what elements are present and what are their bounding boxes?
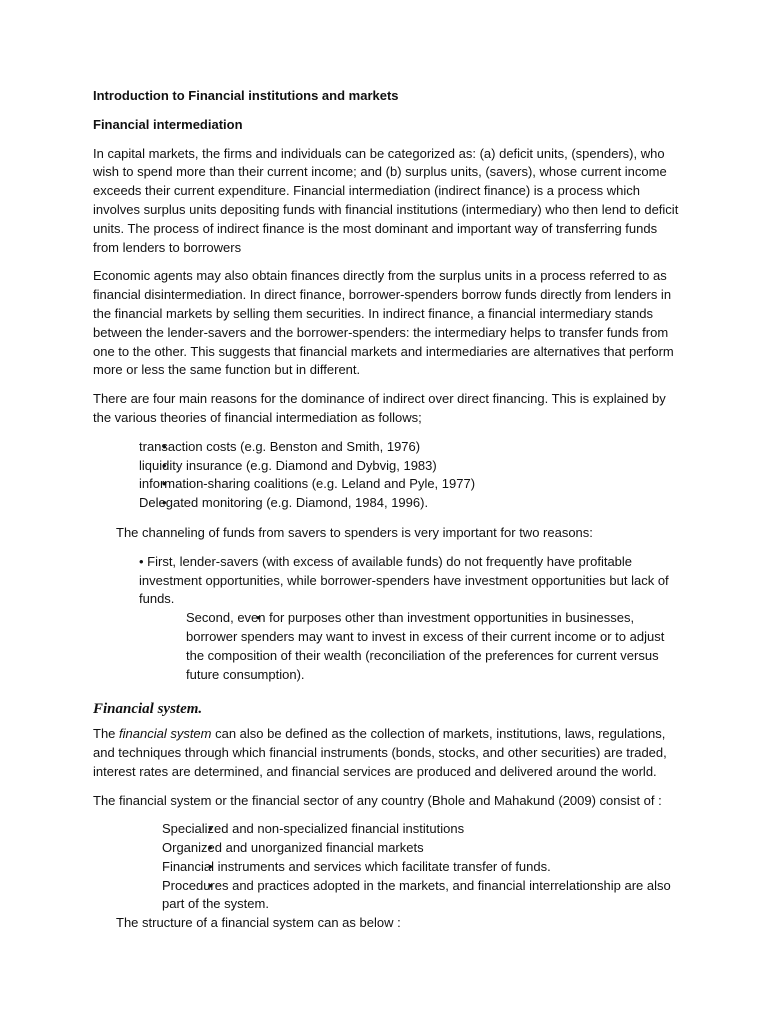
- paragraph-financial-system-definition: [93, 725, 683, 781]
- list-item: • Organized and unorganized financial markets: [162, 839, 683, 858]
- reason-first: • First, lender-savers (with excess of available funds) do not frequently have profitable investment opportunities, while borrower-spenders have investment opportunities but lack of funds.: [139, 553, 669, 607]
- section-title-intermediation: Financial intermediation: [93, 116, 243, 132]
- list-item: • Specialized and non-specialized financial institutions: [162, 820, 683, 839]
- paragraph-disintermediation: Economic agents may also obtain finances directly from the surplus units in a process referred to as financial disintermediation. In direct finance, borrower-spenders borrow funds directly from lenders in the financial markets by selling them securities. In indirect finance, a financial intermediary stands between the lender-savers and the borrower-spenders: the intermediary helps to transfer funds from one to the other. This suggests that financial markets and intermediaries are alternatives that perform more or less the same function but in different.: [93, 268, 674, 378]
- list-item: • information-sharing coalitions (e.g. Leland and Pyle, 1977): [139, 475, 683, 494]
- document-body: [93, 87, 683, 933]
- list-item: • transaction costs (e.g. Benston and Smith, 1976): [139, 438, 683, 457]
- components-list: [93, 820, 683, 914]
- reason-second-list: [93, 609, 683, 684]
- theories-list: [93, 438, 683, 513]
- definition-rest: can also be defined as the collection of markets, institutions, laws, regulations, and techniques through which financial instruments (bonds, stocks, and other securities) are traded, interest rates are determined, and financial services are produced and delivered around the world.: [93, 726, 667, 779]
- list-item: • Delegated monitoring (e.g. Diamond, 1984, 1996).: [139, 494, 683, 513]
- paragraph-financial-sector: The financial system or the financial sector of any country (Bhole and Mahakund (2009) consist of :: [93, 792, 662, 808]
- list-item: • Financial instruments and services which facilitate transfer of funds.: [162, 858, 683, 877]
- section-heading-financial-system: Financial system.: [93, 701, 203, 718]
- paragraph-four-reasons: There are four main reasons for the dominance of indirect over direct financing. This is explained by the various theories of financial intermediation as follows;: [93, 391, 666, 425]
- list-item: • liquidity insurance (e.g. Diamond and Dybvig, 1983): [139, 457, 683, 476]
- definition-lead: The: [93, 726, 120, 742]
- document-title: Introduction to Financial institutions and markets: [93, 88, 399, 103]
- reason-second: • Second, even for purposes other than investment opportunities in businesses, borrower spenders may want to invest in excess of their current income or to adjust the composition of their wealth (reconciliation of the preferences for current versus future consumption).: [186, 609, 683, 684]
- paragraph-channeling: The channeling of funds from savers to spenders is very important for two reasons:: [116, 524, 593, 540]
- definition-term: financial system: [119, 726, 212, 742]
- paragraph-capital-markets: In capital markets, the firms and individuals can be categorized as: (a) deficit units, (spenders), who wish to spend more than their current income; and (b) surplus units, (savers), whose current income exceeds their current expenditure. Financial intermediation (indirect finance) is a process which involves surplus units depositing funds with financial institutions (intermediary) who then lend to deficit units. The process of indirect finance is the most dominant and important way of transferring funds from lenders to borrowers: [93, 145, 679, 255]
- list-item: • Procedures and practices adopted in the markets, and financial interrelationship are also part of the system.: [162, 877, 683, 915]
- paragraph-structure: The structure of a financial system can as below :: [116, 915, 401, 931]
